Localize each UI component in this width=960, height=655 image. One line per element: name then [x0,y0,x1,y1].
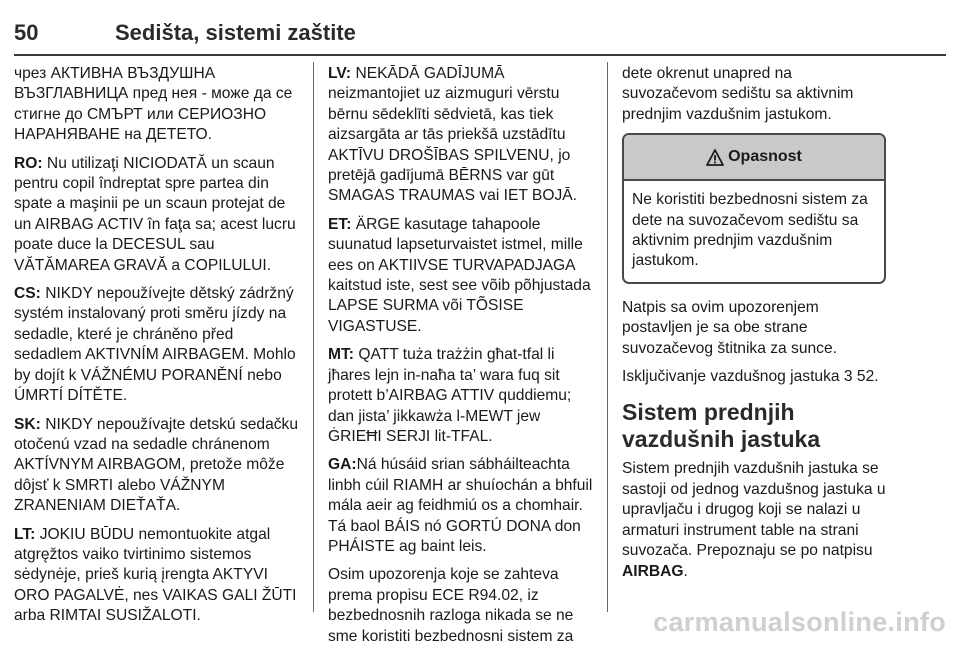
middle-column [328,64,596,655]
warning-paragraph-ro [14,154,300,276]
language-label: RO: [14,154,43,172]
page-number: 50 [14,20,39,45]
regulation-paragraph: Osim upozorenja koje se zahteva prema propisu ECE R94.02, iz bezbednosnih razloga nikada se ne sme koristiti bezbednosni sistem za [328,566,574,645]
language-label: SK: [14,415,41,433]
warning-text: NIKDY nepoužívajte detskú sedačku otočenú vzad na sedadle chránenom AKTÍVNYM AIRBAGOM, pretože môže dôjsť k SMRTI alebo VÁŽNYM ZRANENIAM DIEŤAŤA. [14,415,299,515]
section-paragraph [622,459,886,581]
section-end: . [683,562,688,580]
watermark: carmanualsonline.info [653,607,946,637]
column-divider [313,62,314,612]
language-label: LV: [328,65,352,82]
warning-text: Ná húsáid srian sábháilteachta linbh cúil RIAMH ar shuíochán a bhfuil mála aeir ag feidhmiú os a chomhair. Tá baol BÁIS nó GORTÚ DONA don PHÁISTE ag baint leis. [328,456,593,555]
warning-text: Nu utilizaţi NICIODATĂ un scaun pentru copil îndreptat spre partea din spate a maşinii pe un scaun protejat de un AIRBAG ACTIV în faţa sa; acest lucru poate duce la DECESUL sau VĂTĂMAREA GRAVĂ a COPILULUI. [14,154,296,274]
header-rule [14,54,946,56]
warning-text: ÄRGE kasutage tahapoole suunatud lapseturvaistet istmel, mille ees on AKTIIVSE TURVAPADJAGA kaitstud iste, sest see võib põhjustada LAPSE SURMA või TÕSISE VIGASTUSE. [328,215,591,335]
continued-paragraph: dete okrenut unapred na suvozačevom sedištu sa aktivnim prednjim vazdušnim jastukom. [622,65,854,123]
danger-box-text: Ne koristiti bezbednosni sistem za dete na suvozačevom sedištu sa aktivnim prednjim vazdušnim jastukom. [632,191,868,270]
warning-paragraph-lv [328,64,596,207]
column-divider [607,62,608,612]
intro-paragraph: чрез АКТИВНА ВЪЗДУШНА ВЪЗГЛАВНИЦА пред нея - може да се стигне до СМЪРТ или СЕРИОЗНО НАРАНЯВАНЕ на ДЕТЕТО. [14,65,293,144]
deactivation-paragraph [622,367,886,387]
danger-box-header [624,135,884,181]
warning-paragraph-ga [328,455,596,557]
language-label: CS: [14,285,41,303]
page-header [0,0,960,54]
warning-paragraph-et [328,215,596,337]
sticker-paragraph: Natpis sa ovim upozorenjem postavljen je sa obe strane suvozačevog štitnika za sunce. [622,298,837,357]
warning-text: NEKĀDĀ GADĪJUMĀ neizmantojiet uz aizmuguri vērstu bērnu sēdeklīti sēdvietā, kas tiek aizsargāta ar tās priekšā uzstādītu AKTĪVU DROŠĪBAS SPILVENU, jo pretējā gadījumā BĒRNS var gūt SMAGAS TRAUMAS vai IET BOJĀ. [328,65,577,205]
page-reference[interactable]: 52. [852,368,879,386]
arrow-ref-icon: 3 [843,368,853,386]
warning-text: JOKIU BŪDU nemontuokite atgal atgręžtos vaiko tvirtinimo sistemos sėdynėje, prieš kurią įrengta AKTYVI ORO PAGALVĖ, nes VAIKAS GALI ŽŪTI arba RIMTAI SUSIŽALOTI. [14,525,297,625]
deactivation-text: Isključivanje vazdušnog jastuka [622,368,844,386]
warning-paragraph-cs [14,284,300,406]
left-column [14,64,300,635]
warning-paragraph-lt [14,525,300,627]
warning-triangle-icon [706,149,724,166]
danger-box-title: Opasnost [728,148,802,166]
section-text: Sistem prednjih vazdušnih jastuka se sastoji od jednog vazdušnog jastuka u upravljaču i drugog koji se nalazi u armaturi instrument table na strani suvozača. Prepoznaju se po natpisu [622,460,886,560]
language-label: MT: [328,346,354,364]
danger-box [622,133,886,284]
right-column [622,64,886,590]
language-label: ET: [328,215,352,233]
language-label: LT: [14,525,36,543]
warning-paragraph-sk [14,415,300,517]
language-label: GA: [328,456,357,474]
warning-text: QATT tuża trażżin għat-tfal li jħares lejn in-naħa ta’ wara fuq sit protett b’AIRBAG ATTIV quddiemu; dan jista’ jikkawża l-MEWT jew ĠRIEĦI SERJI lit-TFAL. [328,346,572,445]
warning-text: NIKDY nepoužívejte dětský zádržný systém instalovaný proti směru jízdy na sedadle, které je chráněno před sedadlem AKTIVNÍM AIRBAGEM. Mohlo by dojít k VÁŽNÉMU PORANĚNÍ nebo ÚMRTÍ DÍTĚTE. [14,285,296,405]
warning-paragraph-mt [328,345,596,447]
airbag-label: AIRBAG [622,562,684,580]
section-heading: Sistem prednjih vazdušnih jastuka [622,399,821,453]
running-title: Sedišta, sistemi zaštite [115,20,356,45]
